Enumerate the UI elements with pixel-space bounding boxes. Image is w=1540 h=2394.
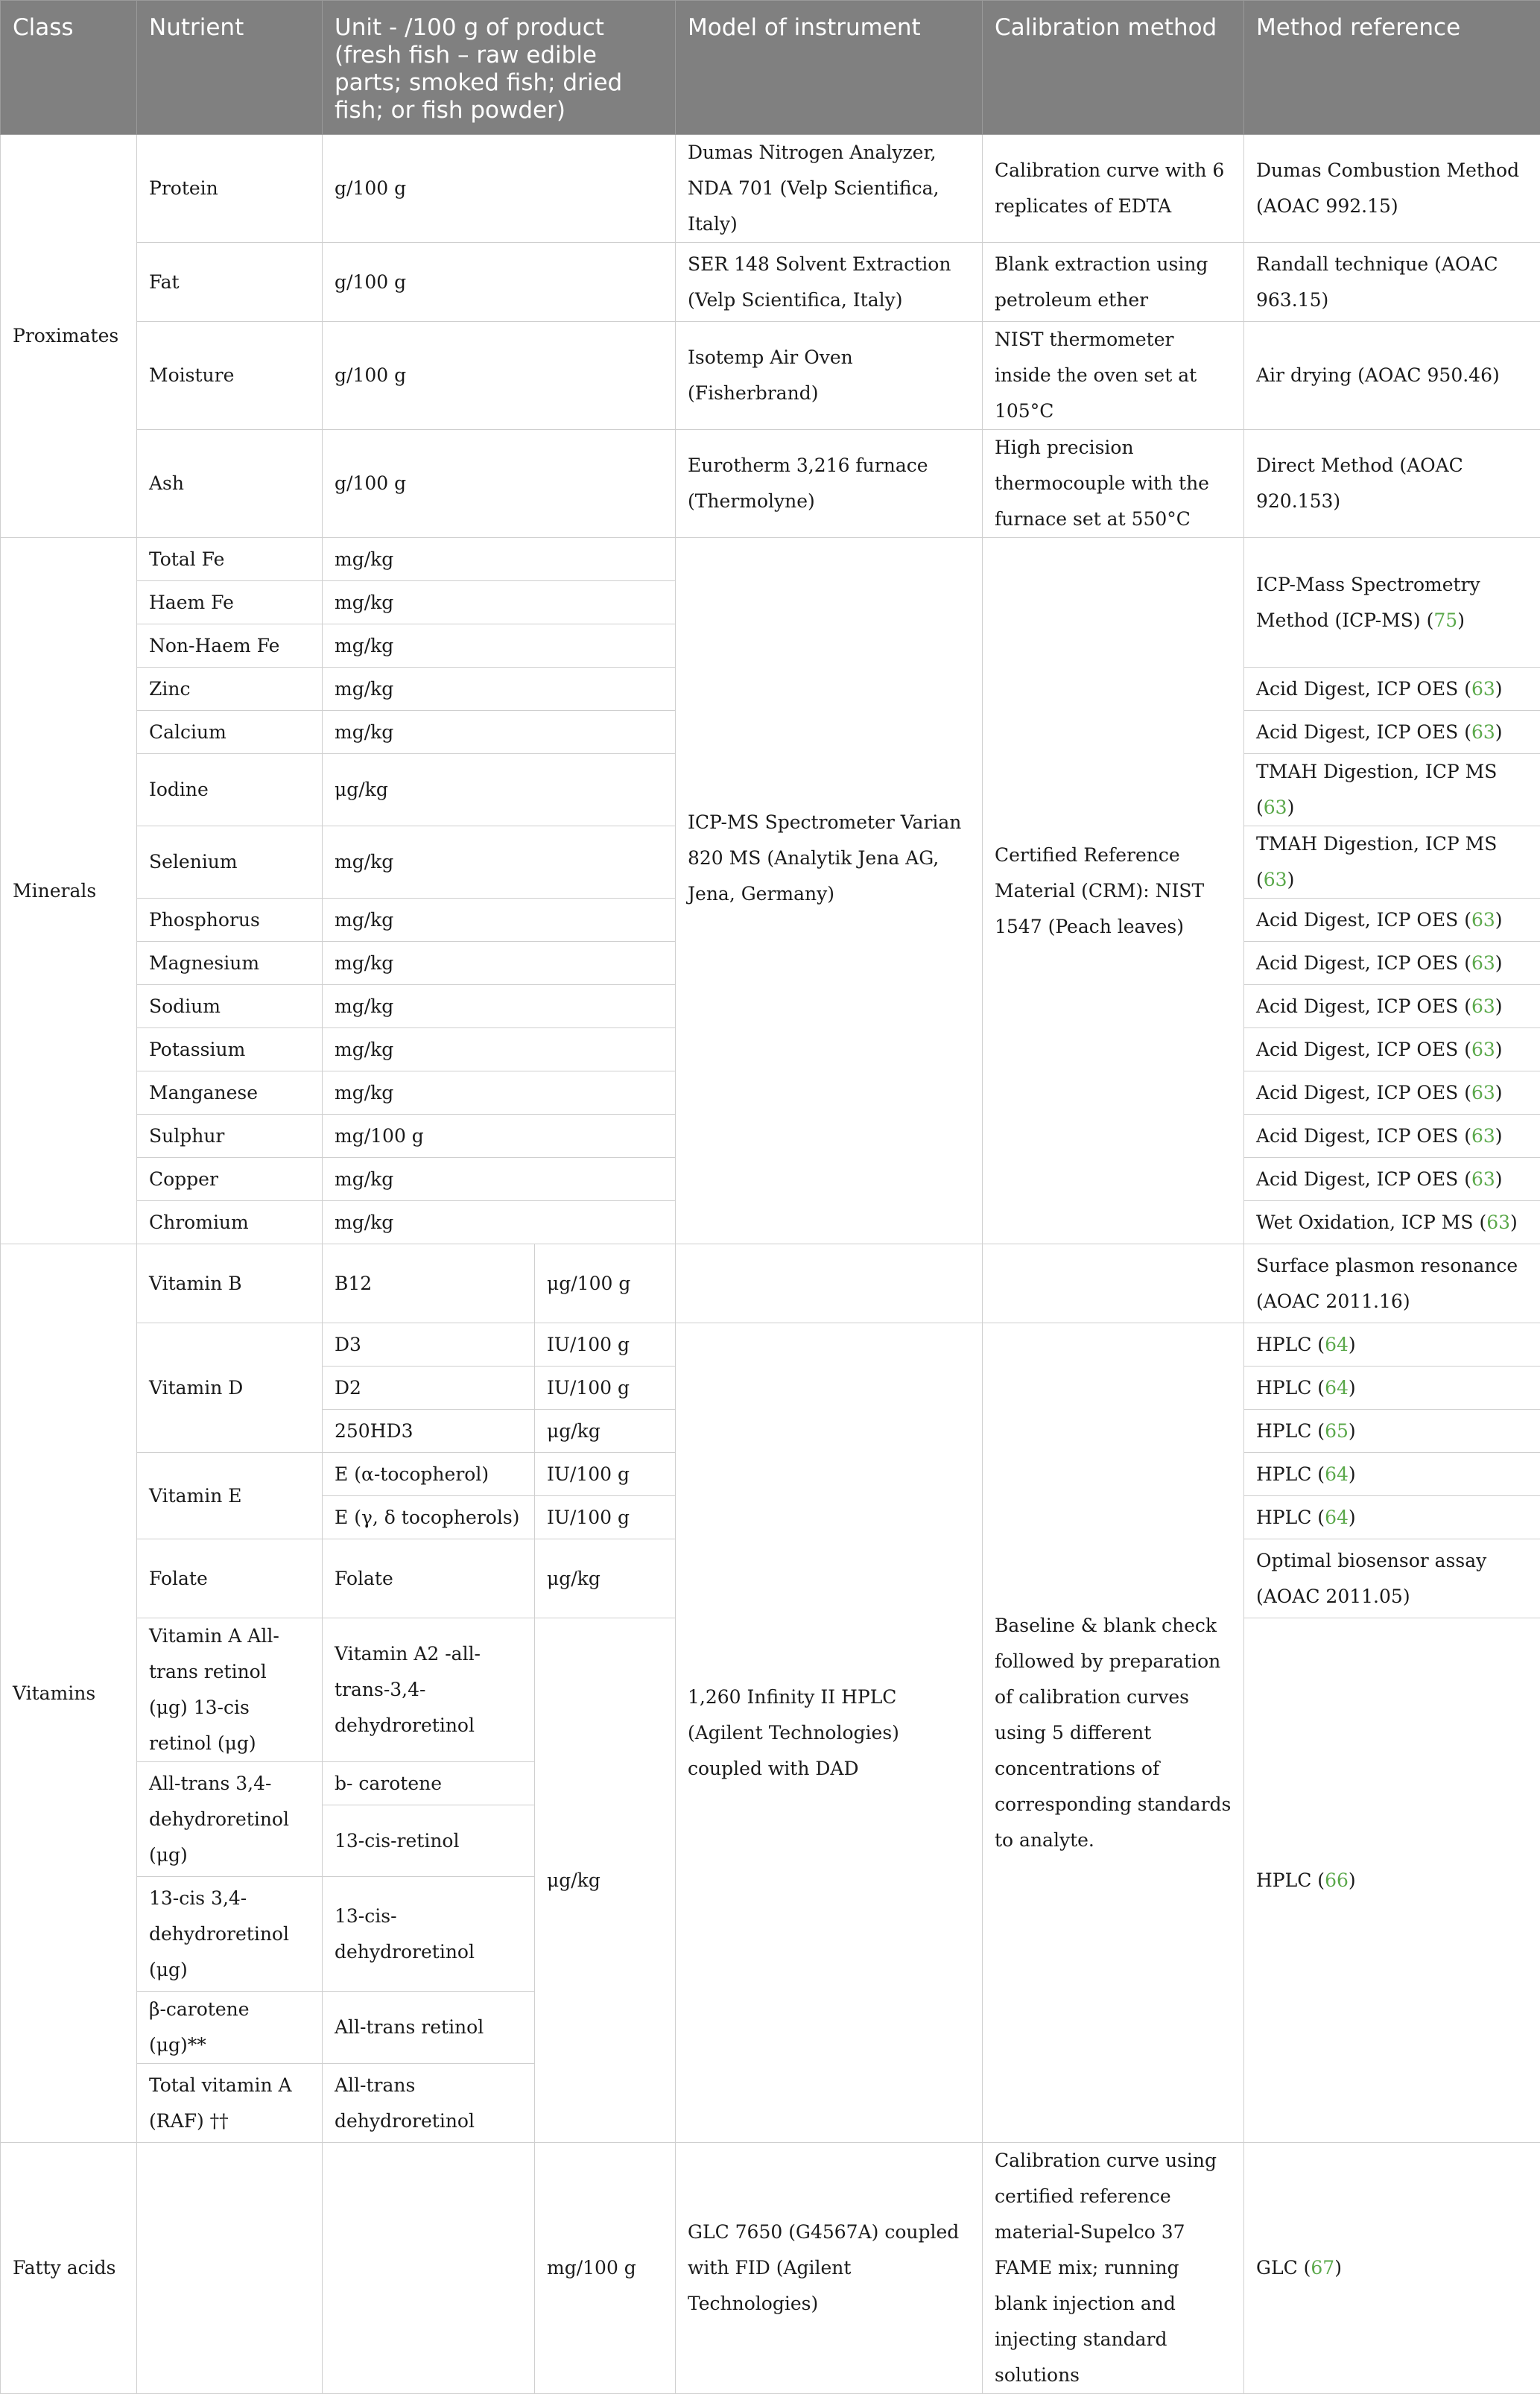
reference-cell: Acid Digest, ICP OES (63) (1244, 985, 1540, 1028)
reference-cell: TMAH Digestion, ICP MS (63) (1244, 826, 1540, 899)
reference-cell: Randall technique (AOAC 963.15) (1244, 243, 1540, 322)
unit-cell: mg/kg (323, 1201, 676, 1244)
unit-cell: mg/kg (323, 538, 676, 581)
class-cell: Proximates (1, 135, 137, 538)
citation-link[interactable]: 65 (1325, 1420, 1349, 1442)
nutrient-cell: Calcium (137, 711, 323, 754)
unit-cell: IU/100 g (535, 1496, 676, 1539)
unit-cell: mg/kg (323, 899, 676, 942)
reference-cell: Acid Digest, ICP OES (63) (1244, 1158, 1540, 1201)
citation-link[interactable]: 64 (1325, 1507, 1349, 1528)
reference-cell: Acid Digest, ICP OES (63) (1244, 899, 1540, 942)
empty-cell (983, 1244, 1244, 1323)
table-row (1, 135, 1540, 243)
nutrient-cell: Folate (137, 1539, 323, 1618)
reference-cell: Acid Digest, ICP OES (63) (1244, 711, 1540, 754)
header-reference: Method reference (1244, 1, 1540, 135)
reference-cell: Optimal biosensor assay (AOAC 2011.05) (1244, 1539, 1540, 1618)
unit-cell: g/100 g (323, 135, 676, 243)
citation-link[interactable]: 67 (1311, 2257, 1334, 2279)
instrument-cell: Isotemp Air Oven (Fisherbrand) (676, 322, 983, 430)
nutrient-cell: Sulphur (137, 1115, 323, 1158)
form-cell: All-trans retinol (323, 1992, 535, 2064)
nutrient-cell: Zinc (137, 668, 323, 711)
citation-link[interactable]: 63 (1471, 995, 1495, 1017)
unit-cell: g/100 g (323, 430, 676, 538)
empty-cell (137, 2143, 323, 2394)
form-cell: b- carotene (323, 1762, 535, 1805)
nutrient-cell: Ash (137, 430, 323, 538)
citation-link[interactable]: 63 (1471, 952, 1495, 974)
form-cell: E (γ, δ tocopherols) (323, 1496, 535, 1539)
calibration-cell: Blank extraction using petroleum ether (983, 243, 1244, 322)
unit-cell: mg/kg (323, 826, 676, 899)
class-cell: Vitamins (1, 1244, 137, 2143)
table-row (1, 430, 1540, 538)
calibration-cell: Calibration curve with 6 replicates of EDTA (983, 135, 1244, 243)
unit-cell: μg/kg (535, 1618, 676, 2143)
citation-link[interactable]: 63 (1486, 1212, 1510, 1233)
nutrient-cell: Fat (137, 243, 323, 322)
reference-cell: Wet Oxidation, ICP MS (63) (1244, 1201, 1540, 1244)
unit-cell: μg/kg (323, 754, 676, 826)
instrument-cell: Eurotherm 3,216 furnace (Thermolyne) (676, 430, 983, 538)
citation-link[interactable]: 64 (1325, 1377, 1349, 1399)
instrument-cell: ICP-MS Spectrometer Varian 820 MS (Analytik Jena AG, Jena, Germany) (676, 538, 983, 1244)
reference-cell: Acid Digest, ICP OES (63) (1244, 668, 1540, 711)
nutrient-cell: Protein (137, 135, 323, 243)
instrument-cell: 1,260 Infinity II HPLC (Agilent Technologies) coupled with DAD (676, 1323, 983, 2143)
table-row (1, 2143, 1540, 2394)
instrument-cell: Dumas Nitrogen Analyzer, NDA 701 (Velp Scientifica, Italy) (676, 135, 983, 243)
unit-cell: mg/kg (323, 985, 676, 1028)
reference-cell: Acid Digest, ICP OES (63) (1244, 942, 1540, 985)
nutrient-cell: Moisture (137, 322, 323, 430)
nutrient-cell: Vitamin E (137, 1453, 323, 1539)
citation-link[interactable]: 75 (1433, 609, 1457, 631)
form-cell: 13-cis-retinol (323, 1805, 535, 1877)
reference-cell: TMAH Digestion, ICP MS (63) (1244, 754, 1540, 826)
citation-link[interactable]: 63 (1264, 869, 1287, 890)
nutrient-cell: Phosphorus (137, 899, 323, 942)
nutrient-cell: Total vitamin A (RAF) †† (137, 2064, 323, 2143)
nutrient-cell: Vitamin B (137, 1244, 323, 1323)
reference-cell: Acid Digest, ICP OES (63) (1244, 1028, 1540, 1071)
calibration-cell: Certified Reference Material (CRM): NIST 1547 (Peach leaves) (983, 538, 1244, 1244)
reference-cell: Surface plasmon resonance (AOAC 2011.16) (1244, 1244, 1540, 1323)
unit-cell: mg/kg (323, 1158, 676, 1201)
unit-cell: μg/kg (535, 1539, 676, 1618)
citation-link[interactable]: 63 (1471, 1082, 1495, 1103)
unit-cell: mg/kg (323, 942, 676, 985)
table-row (1, 322, 1540, 430)
citation-link[interactable]: 63 (1264, 797, 1287, 818)
reference-cell: Acid Digest, ICP OES (63) (1244, 1071, 1540, 1115)
class-cell: Minerals (1, 538, 137, 1244)
unit-cell: mg/kg (323, 581, 676, 624)
citation-link[interactable]: 63 (1471, 678, 1495, 700)
reference-cell: HPLC (66) (1244, 1618, 1540, 2143)
unit-cell: mg/kg (323, 668, 676, 711)
nutrient-cell: 13-cis 3,4-dehydroretinol (μg) (137, 1877, 323, 1992)
citation-link[interactable]: 63 (1471, 909, 1495, 931)
form-cell: All-trans dehydroretinol (323, 2064, 535, 2143)
form-cell: Vitamin A2 -all-trans-3,4-dehydroretinol (323, 1618, 535, 1762)
nutrient-cell: Iodine (137, 754, 323, 826)
reference-cell: Dumas Combustion Method (AOAC 992.15) (1244, 135, 1540, 243)
form-cell: B12 (323, 1244, 535, 1323)
reference-cell: Air drying (AOAC 950.46) (1244, 322, 1540, 430)
form-cell: 250HD3 (323, 1410, 535, 1453)
reference-cell: GLC (67) (1244, 2143, 1540, 2394)
unit-cell: mg/100 g (535, 2143, 676, 2394)
nutrient-cell: Total Fe (137, 538, 323, 581)
nutrient-cell: β-carotene (μg)** (137, 1992, 323, 2064)
empty-cell (323, 2143, 535, 2394)
unit-cell: μg/100 g (535, 1244, 676, 1323)
unit-cell: g/100 g (323, 243, 676, 322)
empty-cell (676, 1244, 983, 1323)
unit-cell: mg/kg (323, 1028, 676, 1071)
calibration-cell: High precision thermocouple with the furnace set at 550°C (983, 430, 1244, 538)
table-row (1, 1323, 1540, 1367)
unit-cell: IU/100 g (535, 1453, 676, 1496)
nutrient-cell: Selenium (137, 826, 323, 899)
unit-cell: mg/kg (323, 1071, 676, 1115)
nutrient-cell: All-trans 3,4-dehydroretinol (μg) (137, 1762, 323, 1877)
citation-link[interactable]: 64 (1325, 1334, 1349, 1355)
reference-cell: HPLC (64) (1244, 1453, 1540, 1496)
citation-link[interactable]: 63 (1471, 1125, 1495, 1147)
header-row (1, 1, 1540, 135)
reference-cell: ICP-Mass Spectrometry Method (ICP-MS) (75) (1244, 538, 1540, 668)
instrument-cell: GLC 7650 (G4567A) coupled with FID (Agilent Technologies) (676, 2143, 983, 2394)
unit-cell: μg/kg (535, 1410, 676, 1453)
table-row (1, 1244, 1540, 1323)
nutrient-cell: Copper (137, 1158, 323, 1201)
unit-cell: mg/kg (323, 624, 676, 668)
unit-cell: IU/100 g (535, 1367, 676, 1410)
reference-cell: HPLC (64) (1244, 1367, 1540, 1410)
nutrient-cell: Haem Fe (137, 581, 323, 624)
citation-link[interactable]: 66 (1325, 1869, 1349, 1891)
citation-link[interactable]: 63 (1471, 1039, 1495, 1060)
table-row (1, 538, 1540, 581)
form-cell: D3 (323, 1323, 535, 1367)
form-cell: D2 (323, 1367, 535, 1410)
form-cell: 13-cis-dehydroretinol (323, 1877, 535, 1992)
unit-cell: IU/100 g (535, 1323, 676, 1367)
nutrient-cell: Magnesium (137, 942, 323, 985)
instrument-cell: SER 148 Solvent Extraction (Velp Scientifica, Italy) (676, 243, 983, 322)
nutrient-cell: Vitamin D (137, 1323, 323, 1453)
unit-cell: mg/100 g (323, 1115, 676, 1158)
table-row (1, 243, 1540, 322)
citation-link[interactable]: 63 (1471, 721, 1495, 743)
form-cell: Folate (323, 1539, 535, 1618)
header-unit: Unit - /100 g of product (fresh fish – raw edible parts; smoked fish; dried fish; or fish powder) (323, 1, 676, 135)
nutrient-cell: Potassium (137, 1028, 323, 1071)
reference-cell: Acid Digest, ICP OES (63) (1244, 1115, 1540, 1158)
header-nutrient: Nutrient (137, 1, 323, 135)
header-calibration: Calibration method (983, 1, 1244, 135)
reference-cell: Direct Method (AOAC 920.153) (1244, 430, 1540, 538)
class-cell: Fatty acids (1, 2143, 137, 2394)
citation-link[interactable]: 63 (1471, 1168, 1495, 1190)
reference-cell: HPLC (64) (1244, 1323, 1540, 1367)
calibration-cell: NIST thermometer inside the oven set at 105°C (983, 322, 1244, 430)
form-cell: E (α-tocopherol) (323, 1453, 535, 1496)
reference-cell: HPLC (65) (1244, 1410, 1540, 1453)
header-class: Class (1, 1, 137, 135)
nutrient-cell: Vitamin A All-trans retinol (μg) 13-cis retinol (μg) (137, 1618, 323, 1762)
nutrient-cell: Non-Haem Fe (137, 624, 323, 668)
nutrient-cell: Manganese (137, 1071, 323, 1115)
nutrient-cell: Sodium (137, 985, 323, 1028)
reference-cell: HPLC (64) (1244, 1496, 1540, 1539)
citation-link[interactable]: 64 (1325, 1463, 1349, 1485)
calibration-cell: Baseline & blank check followed by preparation of calibration curves using 5 different concentrations of corresponding standards to analyte. (983, 1323, 1244, 2143)
header-instrument: Model of instrument (676, 1, 983, 135)
unit-cell: g/100 g (323, 322, 676, 430)
unit-cell: mg/kg (323, 711, 676, 754)
calibration-cell: Calibration curve using certified reference material-Supelco 37 FAME mix; running blank injection and injecting standard solutions (983, 2143, 1244, 2394)
nutrient-cell: Chromium (137, 1201, 323, 1244)
